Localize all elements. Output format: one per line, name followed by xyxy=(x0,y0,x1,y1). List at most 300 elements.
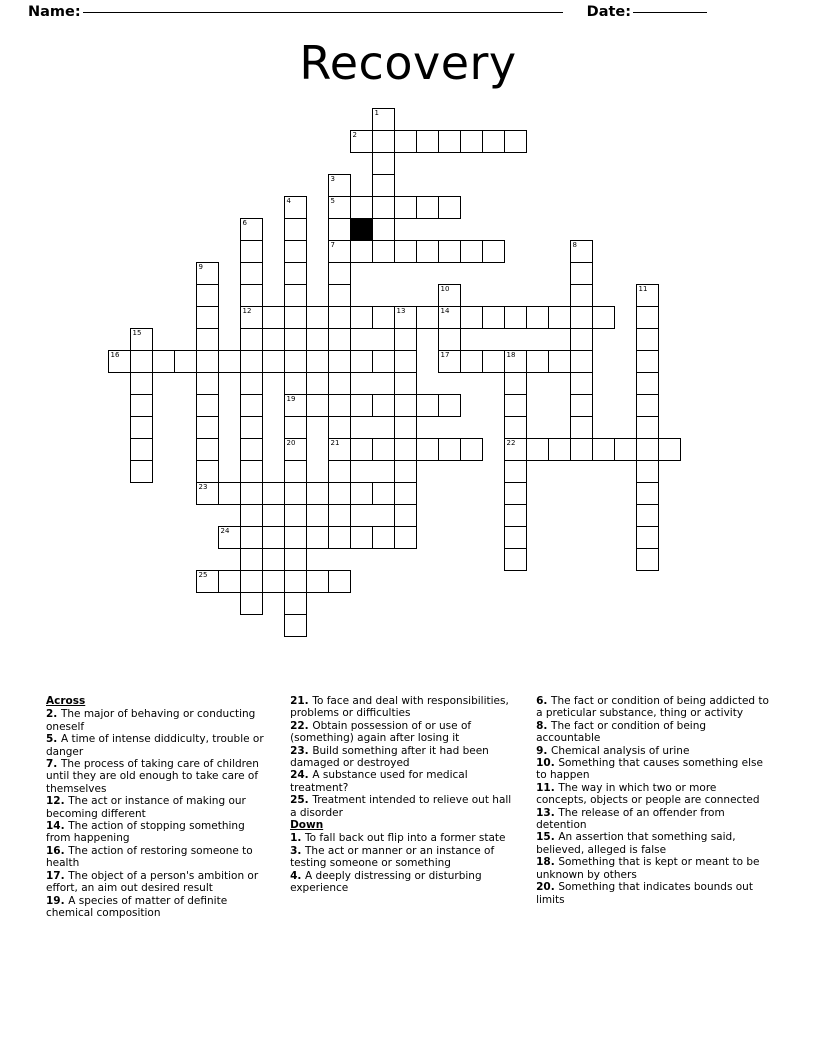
grid-cell[interactable] xyxy=(504,526,527,549)
grid-cell[interactable] xyxy=(284,306,307,329)
clue-number: 10. xyxy=(536,757,559,770)
clue-down-11 xyxy=(536,782,770,807)
grid-cell[interactable] xyxy=(394,416,417,439)
clue-down-15 xyxy=(536,831,770,856)
grid-cell[interactable] xyxy=(350,306,373,329)
grid-cell[interactable] xyxy=(284,328,307,351)
grid-cell[interactable] xyxy=(130,438,153,461)
clue-text: The fact or condition of being addicted to a preticular substance, thing or activity xyxy=(536,695,769,720)
grid-cell-number: 24 xyxy=(220,527,230,535)
grid-cell[interactable] xyxy=(328,482,351,505)
grid-cell[interactable] xyxy=(328,196,351,219)
grid-cell[interactable] xyxy=(372,526,395,549)
grid-cell[interactable] xyxy=(284,350,307,373)
grid-cell[interactable] xyxy=(284,240,307,263)
clue-number: 24. xyxy=(290,769,313,782)
clue-across-21 xyxy=(290,695,518,720)
grid-cell[interactable] xyxy=(328,262,351,285)
grid-cell[interactable] xyxy=(328,350,351,373)
clue-across-16 xyxy=(46,845,272,870)
grid-cell[interactable] xyxy=(438,350,461,373)
grid-cell[interactable] xyxy=(240,438,263,461)
grid-cell[interactable] xyxy=(636,306,659,329)
grid-cell[interactable] xyxy=(658,438,681,461)
clue-number: 19. xyxy=(46,894,69,907)
grid-cell[interactable] xyxy=(372,174,395,197)
grid-cell[interactable] xyxy=(108,350,131,373)
grid-cell[interactable] xyxy=(460,350,483,373)
grid-cell[interactable] xyxy=(218,570,241,593)
clue-number: 25. xyxy=(290,794,313,807)
grid-cell[interactable] xyxy=(196,372,219,395)
grid-cell[interactable] xyxy=(438,284,461,307)
grid-cell[interactable] xyxy=(328,460,351,483)
clue-number: 18. xyxy=(536,856,559,869)
grid-cell[interactable] xyxy=(328,218,351,241)
grid-cell[interactable] xyxy=(306,394,329,417)
grid-cell[interactable] xyxy=(636,284,659,307)
grid-cell-number: 20 xyxy=(286,439,296,447)
grid-cell[interactable] xyxy=(284,614,307,637)
clue-number: 9. xyxy=(536,744,552,757)
grid-cell[interactable] xyxy=(636,350,659,373)
grid-cell[interactable] xyxy=(504,482,527,505)
grid-cell[interactable] xyxy=(570,438,593,461)
grid-cell[interactable] xyxy=(262,482,285,505)
clue-number: 22. xyxy=(290,719,313,732)
grid-cell[interactable] xyxy=(592,306,615,329)
grid-cell[interactable] xyxy=(570,284,593,307)
grid-cell[interactable] xyxy=(636,394,659,417)
clue-down-20 xyxy=(536,881,770,906)
clue-text: Something that is kept or meant to be unknown by others xyxy=(536,856,760,881)
grid-cell[interactable] xyxy=(240,504,263,527)
grid-cell[interactable] xyxy=(350,438,373,461)
clue-number: 3. xyxy=(290,844,306,857)
grid-cell[interactable] xyxy=(130,460,153,483)
grid-cell[interactable] xyxy=(394,196,417,219)
grid-cell[interactable] xyxy=(240,328,263,351)
grid-cell-number: 23 xyxy=(198,483,208,491)
grid-cell[interactable] xyxy=(196,328,219,351)
grid-cell[interactable] xyxy=(372,394,395,417)
grid-cell[interactable] xyxy=(592,438,615,461)
grid-cell[interactable] xyxy=(438,394,461,417)
clue-text: A deeply distressing or disturbing experience xyxy=(290,869,482,895)
grid-cell-number: 17 xyxy=(440,351,450,359)
grid-cell[interactable] xyxy=(394,482,417,505)
clue-text: An assertion that something said, believed, alleged is false xyxy=(536,831,736,856)
grid-cell[interactable] xyxy=(570,306,593,329)
grid-cell[interactable] xyxy=(196,482,219,505)
grid-cell[interactable] xyxy=(504,416,527,439)
grid-cell[interactable] xyxy=(284,460,307,483)
grid-cell-number: 6 xyxy=(242,219,247,227)
grid-cell-number: 18 xyxy=(506,351,516,359)
page-title: Recovery xyxy=(299,36,517,90)
grid-cell[interactable] xyxy=(394,438,417,461)
grid-cell[interactable] xyxy=(372,482,395,505)
grid-cell-number: 8 xyxy=(572,241,577,249)
grid-cell-number: 12 xyxy=(242,307,252,315)
grid-cell[interactable] xyxy=(394,460,417,483)
grid-cell[interactable] xyxy=(262,526,285,549)
grid-cell[interactable] xyxy=(372,108,395,131)
grid-cell[interactable] xyxy=(240,262,263,285)
grid-cell[interactable] xyxy=(504,306,527,329)
clue-across-19 xyxy=(46,895,272,920)
grid-cell[interactable] xyxy=(350,394,373,417)
grid-cell-number: 7 xyxy=(330,241,335,249)
clue-text: The action of restoring someone to health xyxy=(46,844,253,870)
grid-cell[interactable] xyxy=(482,350,505,373)
clue-text: The action of stopping something from happening xyxy=(46,820,245,845)
clues-column-middle xyxy=(290,695,518,919)
grid-cell[interactable] xyxy=(196,262,219,285)
grid-cell[interactable] xyxy=(416,394,439,417)
grid-cell[interactable] xyxy=(482,240,505,263)
grid-cell[interactable] xyxy=(438,240,461,263)
grid-cell[interactable] xyxy=(328,570,351,593)
grid-cell[interactable] xyxy=(284,394,307,417)
grid-cell[interactable] xyxy=(504,394,527,417)
grid-cell[interactable] xyxy=(394,372,417,395)
grid-cell-number: 10 xyxy=(440,285,450,293)
clue-number: 20. xyxy=(536,881,559,894)
clue-across-5 xyxy=(46,733,272,758)
clue-number: 13. xyxy=(536,806,559,819)
name-write-in-line[interactable] xyxy=(83,12,563,13)
clue-text: The release of an offender from detention xyxy=(536,806,725,832)
grid-cell[interactable] xyxy=(284,482,307,505)
grid-cell[interactable] xyxy=(350,130,373,153)
grid-cell[interactable] xyxy=(328,438,351,461)
grid-cell[interactable] xyxy=(636,416,659,439)
grid-cell[interactable] xyxy=(636,526,659,549)
grid-cell[interactable] xyxy=(394,350,417,373)
grid-cell[interactable] xyxy=(240,482,263,505)
grid-cell[interactable] xyxy=(504,350,527,373)
grid-cell[interactable] xyxy=(636,328,659,351)
grid-cell[interactable] xyxy=(240,526,263,549)
grid-cell[interactable] xyxy=(196,438,219,461)
clue-number: 23. xyxy=(290,744,313,757)
grid-cell[interactable] xyxy=(328,284,351,307)
clue-text: To fall back out flip into a former state xyxy=(305,832,506,845)
grid-cell[interactable] xyxy=(636,548,659,571)
clue-across-7 xyxy=(46,758,272,795)
grid-cell[interactable] xyxy=(240,350,263,373)
grid-cell[interactable] xyxy=(438,438,461,461)
grid-cell-number: 2 xyxy=(352,131,357,139)
grid-cell-number: 4 xyxy=(286,197,291,205)
grid-cell-number: 15 xyxy=(132,329,142,337)
grid-cell[interactable] xyxy=(636,504,659,527)
grid-cell[interactable] xyxy=(372,152,395,175)
grid-cell[interactable] xyxy=(262,570,285,593)
grid-cell[interactable] xyxy=(570,394,593,417)
grid-cell[interactable] xyxy=(372,306,395,329)
clue-text: The act or manner or an instance of testing someone or something xyxy=(290,844,495,870)
grid-cell[interactable] xyxy=(284,372,307,395)
grid-cell-number: 5 xyxy=(330,197,335,205)
grid-cell[interactable] xyxy=(284,284,307,307)
clue-number: 16. xyxy=(46,844,69,857)
clue-text: A time of intense diddiculty, trouble or danger xyxy=(46,733,264,758)
grid-cell[interactable] xyxy=(482,306,505,329)
clue-text: Treatment intended to relieve out hall a disorder xyxy=(290,794,512,819)
name-label: Name: xyxy=(28,4,81,20)
clue-down-13 xyxy=(536,807,770,832)
clue-number: 15. xyxy=(536,831,559,844)
grid-cell[interactable] xyxy=(152,350,175,373)
clue-text: The way in which two or more concepts, objects or people are connected xyxy=(536,781,760,807)
grid-cell[interactable] xyxy=(504,460,527,483)
down-heading: Down xyxy=(290,819,324,832)
grid-cell[interactable] xyxy=(284,416,307,439)
grid-cell[interactable] xyxy=(460,130,483,153)
grid-cell[interactable] xyxy=(196,460,219,483)
grid-cell[interactable] xyxy=(218,482,241,505)
grid-cell[interactable] xyxy=(548,306,571,329)
grid-cell[interactable] xyxy=(614,438,637,461)
grid-cell[interactable] xyxy=(636,372,659,395)
grid-cell[interactable] xyxy=(328,372,351,395)
grid-cell[interactable] xyxy=(416,438,439,461)
grid-cell[interactable] xyxy=(174,350,197,373)
grid-cell[interactable] xyxy=(218,350,241,373)
grid-cell-number: 14 xyxy=(440,307,450,315)
grid-cell[interactable] xyxy=(328,306,351,329)
grid-cell[interactable] xyxy=(130,372,153,395)
grid-cell[interactable] xyxy=(548,350,571,373)
grid-cell[interactable] xyxy=(262,306,285,329)
grid-cell[interactable] xyxy=(570,372,593,395)
clue-across-25 xyxy=(290,794,518,819)
clue-number: 12. xyxy=(46,795,69,808)
grid-cell[interactable] xyxy=(350,526,373,549)
grid-cell[interactable] xyxy=(394,394,417,417)
grid-cell[interactable] xyxy=(240,460,263,483)
clue-number: 1. xyxy=(290,832,306,845)
grid-cell[interactable] xyxy=(394,306,417,329)
clue-text: The object of a person's ambition or effort, an aim out desired result xyxy=(46,869,259,895)
clue-text: To face and deal with responsibilities, problems or difficulties xyxy=(290,695,509,720)
grid-cell[interactable] xyxy=(570,350,593,373)
clue-down-10 xyxy=(536,757,770,782)
clue-across-23 xyxy=(290,745,518,770)
grid-cell[interactable] xyxy=(328,504,351,527)
grid-cell[interactable] xyxy=(240,218,263,241)
grid-cell[interactable] xyxy=(196,350,219,373)
grid-cell[interactable] xyxy=(636,460,659,483)
clue-across-24 xyxy=(290,769,518,794)
clue-down-8 xyxy=(536,720,770,745)
grid-cell[interactable] xyxy=(460,438,483,461)
grid-cell[interactable] xyxy=(284,262,307,285)
grid-cell-number: 25 xyxy=(198,571,208,579)
grid-cell[interactable] xyxy=(306,350,329,373)
grid-cell[interactable] xyxy=(196,306,219,329)
grid-cell[interactable] xyxy=(284,438,307,461)
grid-cell[interactable] xyxy=(504,130,527,153)
grid-cell[interactable] xyxy=(438,130,461,153)
grid-cell[interactable] xyxy=(504,372,527,395)
date-write-in-line[interactable] xyxy=(633,12,707,13)
grid-cell-number: 22 xyxy=(506,439,516,447)
crossword-grid-container xyxy=(0,108,816,668)
across-heading: Across xyxy=(46,695,86,707)
clues-column-right xyxy=(536,695,770,919)
grid-cell[interactable] xyxy=(438,328,461,351)
grid-cell[interactable] xyxy=(130,394,153,417)
grid-cell[interactable] xyxy=(130,350,153,373)
grid-cell[interactable] xyxy=(328,416,351,439)
grid-cell[interactable] xyxy=(394,130,417,153)
clue-text: Obtain possession of or use of (something) again after losing it xyxy=(290,719,472,745)
grid-cell[interactable] xyxy=(372,196,395,219)
grid-cell[interactable] xyxy=(284,218,307,241)
grid-cell[interactable] xyxy=(284,570,307,593)
grid-cell[interactable] xyxy=(196,284,219,307)
grid-cell[interactable] xyxy=(306,306,329,329)
grid-cell[interactable] xyxy=(130,328,153,351)
grid-cell[interactable] xyxy=(570,328,593,351)
grid-cell[interactable] xyxy=(526,350,549,373)
clue-text: A species of matter of definite chemical composition xyxy=(46,894,228,919)
grid-cell[interactable] xyxy=(372,350,395,373)
grid-cell[interactable] xyxy=(416,240,439,263)
clue-number: 2. xyxy=(46,708,61,721)
grid-cell-number: 13 xyxy=(396,307,406,315)
clue-down-3 xyxy=(290,845,518,870)
grid-cell[interactable] xyxy=(504,548,527,571)
grid-cell[interactable] xyxy=(240,372,263,395)
clue-down-18 xyxy=(536,856,770,881)
grid-cell[interactable] xyxy=(284,526,307,549)
grid-cell[interactable] xyxy=(350,350,373,373)
grid-cell[interactable] xyxy=(460,240,483,263)
grid-cell-number: 9 xyxy=(198,263,203,271)
grid-cell[interactable] xyxy=(306,570,329,593)
grid-cell[interactable] xyxy=(438,196,461,219)
grid-cell[interactable] xyxy=(416,130,439,153)
grid-cell[interactable] xyxy=(526,306,549,329)
clue-number: 4. xyxy=(290,869,306,882)
grid-cell[interactable] xyxy=(372,438,395,461)
clue-text: The major of behaving or conducting oneself xyxy=(46,708,256,733)
grid-cell-number: 1 xyxy=(374,109,379,117)
clues-section xyxy=(46,695,770,919)
grid-cell[interactable] xyxy=(284,504,307,527)
clue-number: 7. xyxy=(46,758,61,771)
grid-cell[interactable] xyxy=(350,240,373,263)
grid-cell[interactable] xyxy=(196,394,219,417)
grid-cell[interactable] xyxy=(262,350,285,373)
clue-down-4 xyxy=(290,870,518,895)
grid-cell-number: 3 xyxy=(330,175,335,183)
grid-cell[interactable] xyxy=(350,196,373,219)
grid-cell[interactable] xyxy=(504,438,527,461)
grid-cell-number: 21 xyxy=(330,439,340,447)
grid-cell[interactable] xyxy=(240,592,263,615)
grid-cell[interactable] xyxy=(196,416,219,439)
clue-number: 11. xyxy=(536,781,559,794)
clue-across-22 xyxy=(290,720,518,745)
clue-number: 6. xyxy=(536,695,552,707)
grid-cell[interactable] xyxy=(394,328,417,351)
grid-cell[interactable] xyxy=(394,240,417,263)
grid-cell[interactable] xyxy=(240,394,263,417)
grid-cell[interactable] xyxy=(240,240,263,263)
clue-text: Chemical analysis of urine xyxy=(551,744,690,757)
clue-across-12 xyxy=(46,795,272,820)
grid-cell[interactable] xyxy=(196,570,219,593)
clue-text: The process of taking care of children until they are old enough to take care of themselves xyxy=(46,758,259,795)
grid-cell[interactable] xyxy=(328,240,351,263)
grid-cell[interactable] xyxy=(350,482,373,505)
grid-cell[interactable] xyxy=(636,438,659,461)
grid-cell[interactable] xyxy=(416,196,439,219)
clue-number: 17. xyxy=(46,869,69,882)
grid-cell[interactable] xyxy=(372,130,395,153)
grid-cell[interactable] xyxy=(218,526,241,549)
grid-cell[interactable] xyxy=(240,416,263,439)
clue-text: The act or instance of making our becoming different xyxy=(46,795,246,820)
grid-cell-number: 16 xyxy=(110,351,120,359)
grid-cell[interactable] xyxy=(636,482,659,505)
clue-text: A substance used for medical treatment? xyxy=(290,769,468,794)
grid-cell[interactable] xyxy=(240,570,263,593)
grid-cell[interactable] xyxy=(460,306,483,329)
grid-cell[interactable] xyxy=(306,482,329,505)
clue-across-17 xyxy=(46,870,272,895)
grid-cell[interactable] xyxy=(570,262,593,285)
grid-cell[interactable] xyxy=(482,130,505,153)
clue-number: 5. xyxy=(46,733,61,746)
grid-cell[interactable] xyxy=(328,328,351,351)
grid-cell[interactable] xyxy=(284,196,307,219)
grid-cell[interactable] xyxy=(570,240,593,263)
grid-cell[interactable] xyxy=(372,240,395,263)
grid-cell[interactable] xyxy=(504,504,527,527)
grid-cell[interactable] xyxy=(526,438,549,461)
header-name-date-row xyxy=(28,4,788,20)
clue-text: Build something after it had been damaged or destroyed xyxy=(290,744,489,770)
grid-cell[interactable] xyxy=(548,438,571,461)
grid-cell[interactable] xyxy=(416,306,439,329)
grid-cell[interactable] xyxy=(438,306,461,329)
grid-cell[interactable] xyxy=(394,526,417,549)
grid-cell[interactable] xyxy=(394,504,417,527)
grid-cell[interactable] xyxy=(284,592,307,615)
clue-down-1 xyxy=(290,832,518,844)
grid-cell[interactable] xyxy=(570,416,593,439)
grid-cell[interactable] xyxy=(240,284,263,307)
clue-text: Something that indicates bounds out limits xyxy=(536,881,753,906)
grid-cell[interactable] xyxy=(306,526,329,549)
grid-cell[interactable] xyxy=(284,548,307,571)
grid-cell[interactable] xyxy=(328,174,351,197)
grid-cell[interactable] xyxy=(372,218,395,241)
grid-cell[interactable] xyxy=(328,394,351,417)
grid-cell[interactable] xyxy=(240,548,263,571)
grid-cell[interactable] xyxy=(328,526,351,549)
grid-cell-number: 19 xyxy=(286,395,296,403)
date-label: Date: xyxy=(586,4,632,20)
grid-cell[interactable] xyxy=(130,416,153,439)
grid-cell[interactable] xyxy=(240,306,263,329)
